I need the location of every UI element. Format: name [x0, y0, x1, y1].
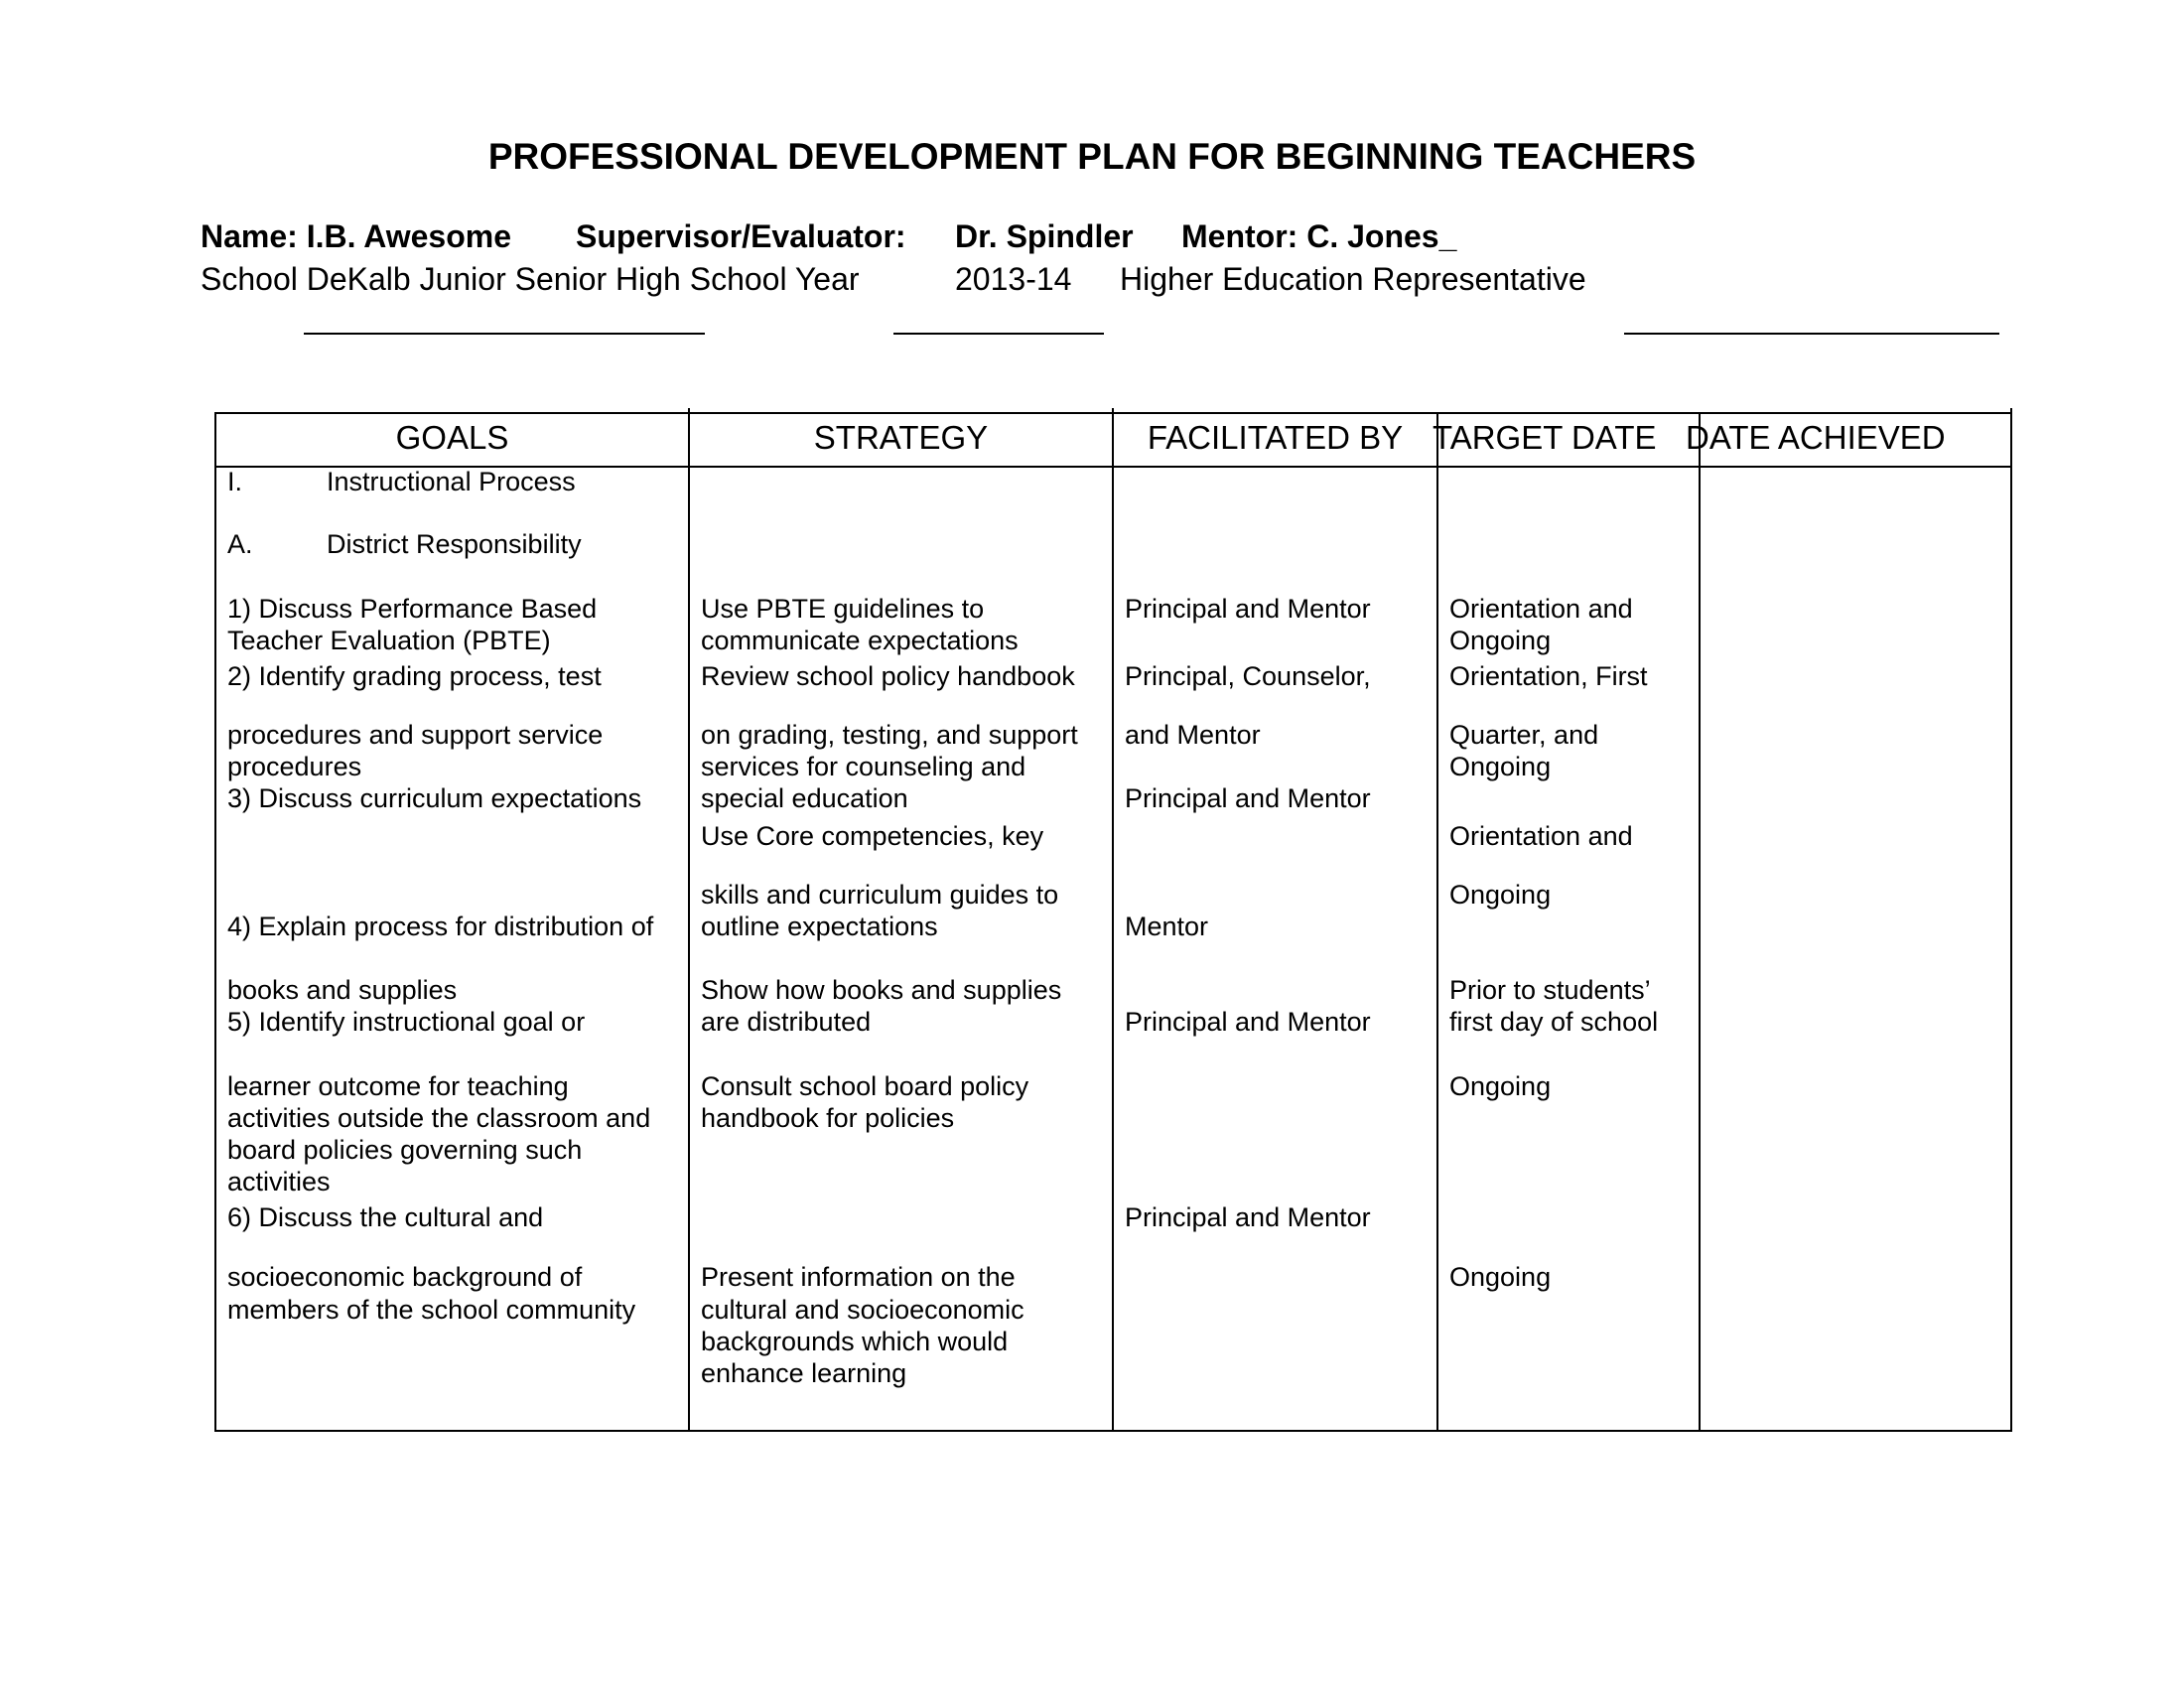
facilitator-line: Principal and Mentor	[1125, 1007, 1371, 1037]
column-divider-4	[1699, 412, 1701, 1432]
goal-line: board policies governing such	[227, 1135, 583, 1165]
goal-line: 2) Identify grading process, test	[227, 661, 602, 691]
school-year: 2013-14	[955, 261, 1072, 297]
column-header-facilitated-by: FACILITATED BY	[1147, 419, 1404, 456]
goal-line: 4) Explain process for distribution of	[227, 912, 654, 941]
strategy-line: services for counseling and	[701, 752, 1026, 781]
facilitator-line: Principal and Mentor	[1125, 594, 1371, 624]
goal-line: activities outside the classroom and	[227, 1103, 651, 1133]
target-date-line: Orientation, First	[1449, 661, 1648, 691]
strategy-line: cultural and socioeconomic	[701, 1295, 1024, 1325]
strategy-line: enhance learning	[701, 1358, 907, 1388]
subsection-letter: A.	[227, 529, 253, 559]
facilitator-line: Principal and Mentor	[1125, 1202, 1371, 1232]
goal-line: 5) Identify instructional goal or	[227, 1007, 586, 1037]
facilitator-line: and Mentor	[1125, 720, 1261, 750]
column-header-strategy: STRATEGY	[813, 419, 989, 456]
target-date-line: Ongoing	[1449, 752, 1552, 781]
strategy-line: skills and curriculum guides to	[701, 880, 1059, 910]
teacher-name: Name: I.B. Awesome	[201, 218, 511, 254]
column-divider-2	[1112, 408, 1114, 1432]
target-date-line: Ongoing	[1449, 626, 1552, 655]
goal-line: procedures	[227, 752, 362, 781]
strategy-line: handbook for policies	[701, 1103, 955, 1133]
page-title: PROFESSIONAL DEVELOPMENT PLAN FOR BEGINNING TEACHERS	[487, 136, 1697, 177]
higher-ed-representative-label: Higher Education Representative	[1120, 261, 1586, 297]
blank-line-2	[893, 333, 1104, 335]
column-tick-right	[2010, 408, 2012, 414]
goal-line: activities	[227, 1167, 331, 1196]
section-title: Instructional Process	[327, 467, 576, 496]
column-divider-1	[688, 408, 690, 1432]
target-date-line: Ongoing	[1449, 880, 1552, 910]
strategy-line: Present information on the	[701, 1262, 1016, 1292]
target-date-line: Prior to students’	[1449, 975, 1651, 1005]
target-date-line: Quarter, and	[1449, 720, 1599, 750]
strategy-line: on grading, testing, and support	[701, 720, 1078, 750]
goal-line: 3) Discuss curriculum expectations	[227, 783, 642, 813]
strategy-line: Use PBTE guidelines to	[701, 594, 985, 624]
target-date-line: first day of school	[1449, 1007, 1659, 1037]
goal-line: socioeconomic background of	[227, 1262, 583, 1292]
section-numeral: I.	[227, 467, 243, 496]
column-divider-3	[1436, 412, 1438, 1432]
goal-line: 1) Discuss Performance Based	[227, 594, 598, 624]
goal-line: learner outcome for teaching	[227, 1071, 569, 1101]
strategy-line: Review school policy handbook	[701, 661, 1075, 691]
supervisor-label: Supervisor/Evaluator:	[576, 218, 906, 254]
column-header-date-achieved: DATE ACHIEVED	[1686, 419, 1946, 456]
goal-line: 6) Discuss the cultural and	[227, 1202, 544, 1232]
facilitator-line: Principal, Counselor,	[1125, 661, 1371, 691]
target-date-line: Orientation and	[1449, 594, 1633, 624]
school-name: School DeKalb Junior Senior High School Year	[201, 261, 860, 297]
facilitator-line: Mentor	[1125, 912, 1209, 941]
target-date-line: Ongoing	[1449, 1262, 1552, 1292]
mentor-name: Mentor: C. Jones_	[1181, 218, 1457, 254]
strategy-line: communicate expectations	[701, 626, 1019, 655]
strategy-line: Show how books and supplies	[701, 975, 1062, 1005]
facilitator-line: Principal and Mentor	[1125, 783, 1371, 813]
strategy-line: Use Core competencies, key	[701, 821, 1044, 851]
goal-line: procedures and support service	[227, 720, 604, 750]
blank-line-3	[1624, 333, 1999, 335]
supervisor-name: Dr. Spindler	[955, 218, 1134, 254]
goal-line: Teacher Evaluation (PBTE)	[227, 626, 551, 655]
column-header-target-date: TARGET DATE	[1433, 419, 1657, 456]
strategy-line: special education	[701, 783, 908, 813]
subsection-title: District Responsibility	[327, 529, 582, 559]
goal-line: members of the school community	[227, 1295, 636, 1325]
goal-line: books and supplies	[227, 975, 458, 1005]
strategy-line: backgrounds which would	[701, 1327, 1009, 1356]
target-date-line: Orientation and	[1449, 821, 1633, 851]
strategy-line: Consult school board policy	[701, 1071, 1029, 1101]
strategy-line: are distributed	[701, 1007, 872, 1037]
column-header-goals: GOALS	[395, 419, 509, 456]
strategy-line: outline expectations	[701, 912, 938, 941]
blank-line-1	[304, 333, 705, 335]
target-date-line: Ongoing	[1449, 1071, 1552, 1101]
